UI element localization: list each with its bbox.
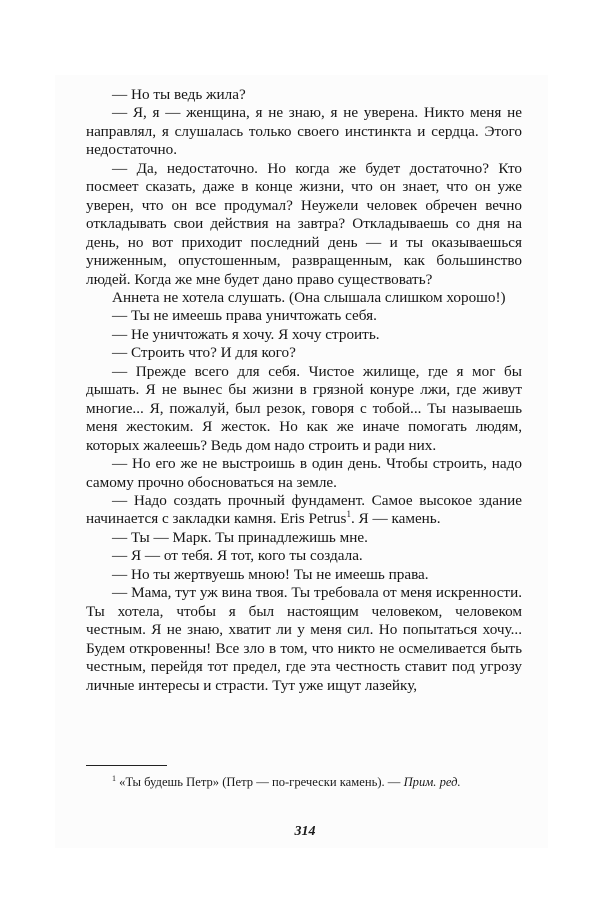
footnote-editor-note: Прим. ред.	[403, 775, 461, 789]
paragraph: — Но его же не выстроишь в один день. Чтобы строить, надо самому прочно обосноваться на земле.	[86, 455, 522, 491]
paragraph: — Ты не имеешь права уничтожать себя.	[112, 307, 377, 325]
paragraph: Аннета не хотела слушать. (Она слышала слишком хорошо!)	[112, 288, 506, 306]
footnote-number: 1	[112, 774, 116, 783]
paragraph: — Ты — Марк. Ты принадлежишь мне.	[112, 528, 368, 546]
footnote-reference[interactable]: 1	[346, 509, 351, 520]
body-text	[86, 86, 522, 695]
paragraph-text: — Надо создать прочный фундамент. Самое высокое здание начинается с закладки камня. Eris Petrus	[86, 491, 522, 528]
page-number: 314	[294, 824, 316, 839]
paragraph-text-tail: . Я — камень.	[350, 510, 441, 528]
paragraph: — Я — от тебя. Я тот, кого ты создала.	[112, 547, 363, 565]
paragraph: — Не уничтожать я хочу. Я хочу строить.	[112, 325, 380, 343]
footnote-text: «Ты будешь Петр» (Петр — по-гречески камень). —	[119, 775, 401, 789]
paragraph: — Мама, тут уж вина твоя. Ты требовала от меня искренности. Ты хотела, чтобы я был настоящим человеком, человеком честным. Я не знаю, хватит ли у меня сил. Но попытаться хочу... Будем откровенны! Все зло в том, что никто не осмеливается быть честным, перейдя тот предел, где эта честность ставит под угрозу личные интересы и страсти. Тут уже ищут лазейку,	[86, 584, 522, 694]
paragraph: — Но ты ведь жила?	[112, 86, 246, 103]
paragraph: — Строить что? И для кого?	[112, 344, 296, 362]
paragraph: — Прежде всего для себя. Чистое жилище, где я мог бы дышать. Я не вынес бы жизни в грязной конуре лжи, где живут многие... Я, пожалуй, был резок, говоря с тобой... Ты называешь меня жестоким. Я жесток. Но как же иначе помогать людям, которых жалеешь? Ведь дом надо строить и ради них.	[86, 362, 522, 454]
footnote-divider	[86, 765, 167, 766]
paragraph: — Да, недостаточно. Но когда же будет достаточно? Кто посмеет сказать, даже в конце жизни, что он знает, что он уже уверен, что он все продумал? Неужели человек обречен вечно откладывать свои действия на завтра? Откладываешь со дня на день, но вот приходит последний день — и ты оказываешься униженным, опустошенным, развращенным, как большинство людей. Когда же мне будет дано право существовать?	[86, 159, 522, 288]
footnote	[86, 774, 522, 791]
paragraph: — Но ты жертвуешь мною! Ты не имеешь права.	[112, 565, 429, 583]
paragraph-with-footnote	[86, 492, 522, 529]
paragraph: — Я, я — женщина, я не знаю, я не уверена. Никто меня не направлял, я слушалась только своего инстинкта и сердца. Этого недостаточно.	[86, 104, 522, 159]
